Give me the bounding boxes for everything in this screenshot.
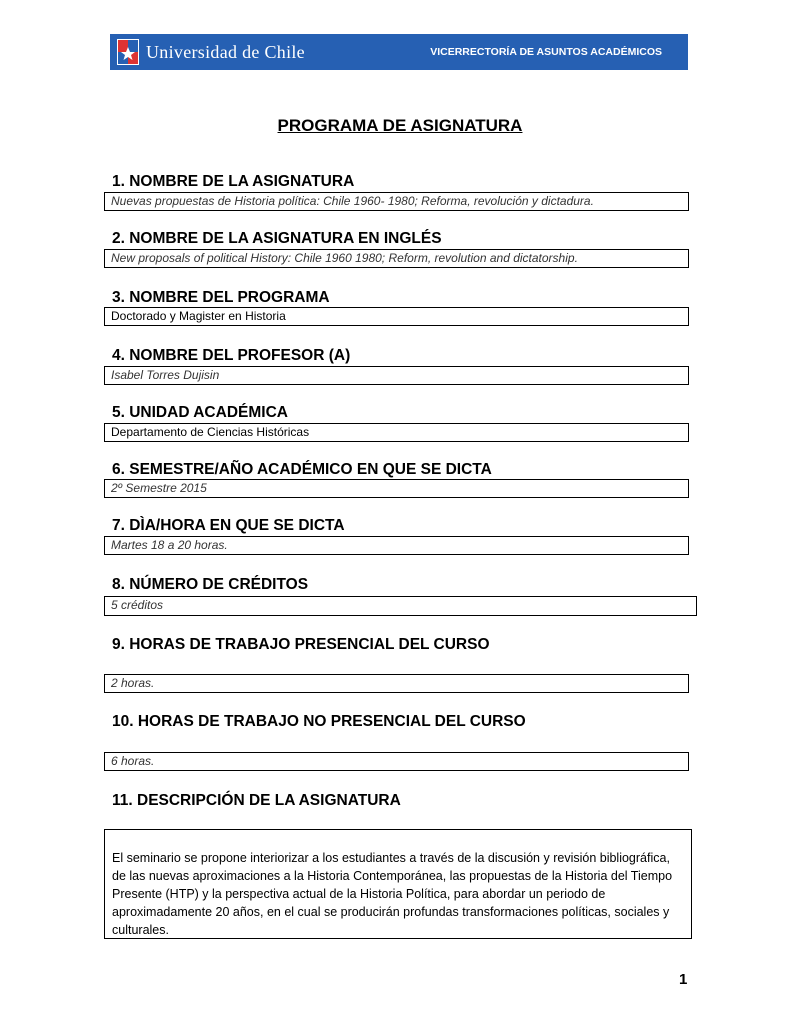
program-name-field: Doctorado y Magister en Historia (104, 307, 689, 326)
academic-unit-field: Departamento de Ciencias Históricas (104, 423, 689, 442)
course-description-field: El seminario se propone interiorizar a los estudiantes a través de la discusión y revisión bibliográfica, de las nuevas aproximaciones a la Historia Contemporánea, las propuestas de la Historia del Tiempo Presente (HTP) y la perspectiva actual de la Historia Política, para abordar un periodo de aproximadamente 20 años, en el cual se producirán profundas transformaciones políticas, sociales y culturales. (104, 829, 692, 939)
section-heading-professor: 4. NOMBRE DEL PROFESOR (A) (112, 347, 351, 364)
university-crest-icon (117, 39, 139, 65)
section-heading-credits: 8. NÚMERO DE CRÉDITOS (112, 576, 309, 593)
schedule-field: Martes 18 a 20 horas. (104, 536, 689, 555)
university-name: Universidad de Chile (146, 42, 305, 62)
section-heading-schedule: 7. DÌA/HORA EN QUE SE DICTA (112, 517, 345, 534)
header-banner (110, 34, 688, 70)
section-heading-description: 11. DESCRIPCIÓN DE LA ASIGNATURA (112, 792, 401, 809)
professor-field: Isabel Torres Dujisin (104, 366, 689, 385)
section-heading-academic-unit: 5. UNIDAD ACADÉMICA (112, 404, 288, 421)
section-heading-course-name-english: 2. NOMBRE DE LA ASIGNATURA EN INGLÉS (112, 230, 442, 247)
section-heading-non-contact-hours: 10. HORAS DE TRABAJO NO PRESENCIAL DEL CURSO (112, 713, 526, 730)
semester-field: 2º Semestre 2015 (104, 479, 689, 498)
section-heading-course-name: 1. NOMBRE DE LA ASIGNATURA (112, 173, 355, 190)
document-title: PROGRAMA DE ASIGNATURA (277, 116, 523, 135)
section-heading-contact-hours: 9. HORAS DE TRABAJO PRESENCIAL DEL CURSO (112, 636, 490, 653)
section-heading-semester: 6. SEMESTRE/AÑO ACADÉMICO EN QUE SE DICTA (112, 461, 492, 478)
credits-field: 5 créditos (104, 596, 697, 616)
section-heading-program-name: 3. NOMBRE DEL PROGRAMA (112, 289, 330, 306)
page-number: 1 (679, 971, 688, 988)
vice-rectorate-label: VICERRECTORÍA DE ASUNTOS ACADÉMICOS (430, 46, 662, 58)
contact-hours-field: 2 horas. (104, 674, 689, 693)
course-name-field: Nuevas propuestas de Historia política: Chile 1960- 1980; Reforma, revolución y dictadura. (104, 192, 689, 211)
course-name-english-field: New proposals of political History: Chile 1960 1980; Reform, revolution and dictatorship. (104, 249, 689, 268)
non-contact-hours-field: 6 horas. (104, 752, 689, 771)
